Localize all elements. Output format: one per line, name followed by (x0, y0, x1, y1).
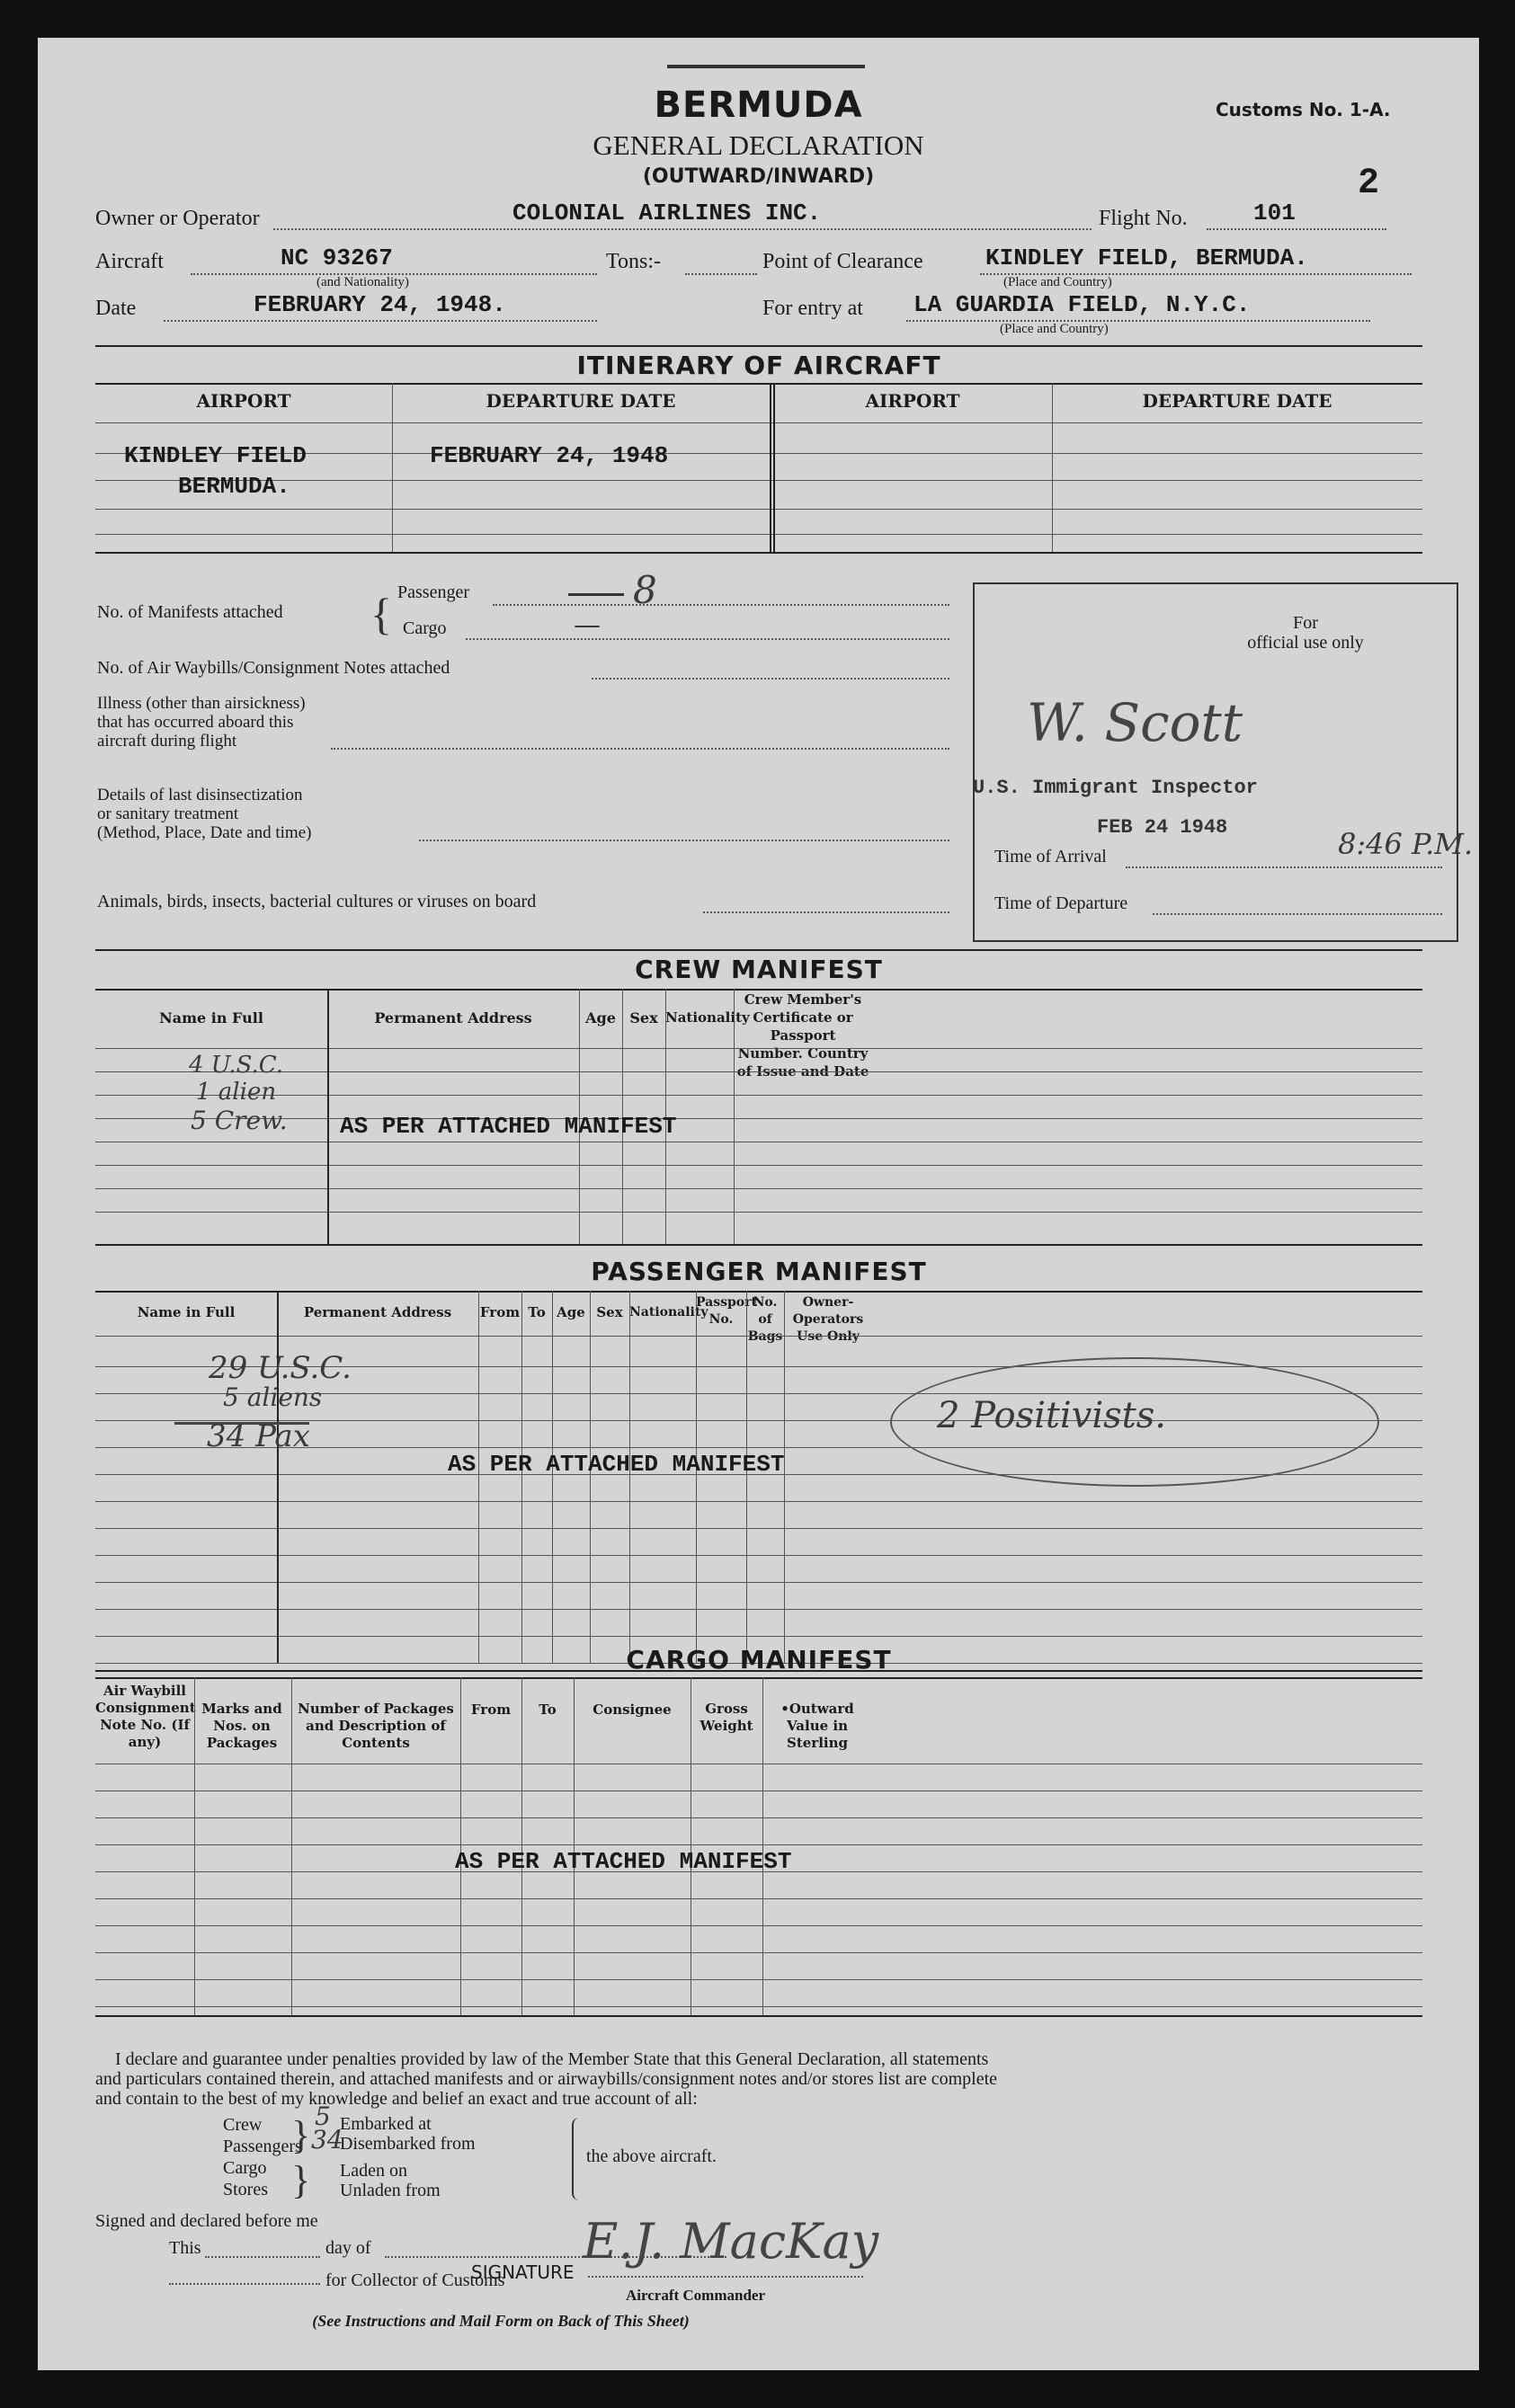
crew-rule (95, 1212, 1422, 1213)
page-mark: 2 (1358, 164, 1380, 204)
crew-title: CREW MANIFEST (635, 955, 883, 984)
commander-label: Aircraft Commander (626, 2287, 766, 2304)
itin-airport-1-header: AIRPORT (196, 390, 291, 412)
illness-label-line: aircraft during flight (97, 732, 237, 751)
flight-value: 101 (1253, 200, 1296, 227)
crew-rule (95, 1118, 1422, 1119)
crew-name-header: Name in Full (159, 1009, 263, 1026)
crew-bottom-rule (95, 1244, 1422, 1246)
entry-dotline (906, 320, 1370, 322)
entry-value: LA GUARDIA FIELD, N.Y.C. (913, 291, 1251, 318)
cargo-col-divider (574, 1677, 575, 2015)
crew-rule (95, 1071, 1422, 1072)
owner-label: Owner or Operator (95, 207, 260, 230)
disinsect-label-line: Details of last disinsectization (97, 786, 303, 804)
footer-note: (See Instructions and Mail Form on Back of This Sheet) (312, 2312, 690, 2330)
cargo-contents-header: Number of Packages and Description of Contents (298, 1701, 454, 1751)
illness-label-line: that has occurred aboard this (97, 713, 294, 732)
clearance-note: (Place and Country) (1003, 275, 1112, 289)
passenger-manifest-value: 8 (633, 568, 657, 612)
signature-dotline (588, 2276, 863, 2278)
clearance-value: KINDLEY FIELD, BERMUDA. (985, 244, 1308, 271)
pax-col-divider (277, 1291, 279, 1663)
itin-col-divider (392, 383, 393, 552)
signed-before-label: Signed and declared before me (95, 2211, 318, 2231)
cargo-rule (95, 1817, 1422, 1818)
category-stores: Stores (223, 2180, 268, 2199)
arrival-label: Time of Arrival (994, 847, 1107, 866)
cargo-col-divider (521, 1677, 522, 2015)
illness-label-line: Illness (other than airsickness) (97, 694, 306, 713)
arrival-stamp-date: FEB 24 1948 (1097, 816, 1228, 839)
declaration-line: and particulars contained therein, and attached manifests and or airwaybills/consignment notes and/or stores list are complete (95, 2069, 998, 2089)
declaration-line: I declare and guarantee under penalties provided by law of the Member State that this General Declaration, all statements (115, 2049, 989, 2069)
crew-nationality-header: Nationality (665, 1009, 750, 1026)
cargo-rule (95, 1898, 1422, 1899)
cargo-rule (95, 1925, 1422, 1926)
cargo-title: CARGO MANIFEST (626, 1645, 892, 1675)
pax-rule (95, 1555, 1422, 1556)
official-title-line: official use only (1247, 633, 1364, 653)
crew-hand-1: 4 U.S.C. (189, 1052, 283, 1079)
day-dotline (205, 2256, 320, 2258)
crew-rule (95, 1188, 1422, 1189)
itinerary-top-rule (95, 345, 1422, 347)
embark-options (340, 2114, 476, 2154)
aircraft-value: NC 93267 (281, 244, 393, 271)
category-cargo: Cargo (223, 2158, 267, 2178)
pax-passport-header: Passport No. (696, 1295, 757, 1327)
date-dotline (164, 320, 597, 322)
aircraft-brace (572, 2118, 581, 2200)
pax-name-header: Name in Full (137, 1304, 236, 1320)
cargo-head-rule (95, 1677, 1422, 1679)
itin-rule (95, 422, 1422, 423)
itin-col-divider (770, 383, 771, 552)
arrival-dotline (1126, 866, 1442, 868)
category-crew: Crew (223, 2115, 263, 2135)
date-label: Date (95, 297, 137, 320)
inspector-title: U.S. Immigrant Inspector (973, 777, 1258, 799)
pax-hand-3: 34 Pax (207, 1418, 310, 1454)
cargo-bottom-rule (95, 2015, 1422, 2017)
crew-sex-header: Sex (629, 1009, 658, 1026)
cargo-weight-header: Gross Weight (700, 1701, 753, 1734)
pax-positives-note: 2 Positivists. (937, 1395, 1166, 1436)
cargo-waybill-header: Air Waybill Consignment Note No. (If any) (95, 1683, 196, 1750)
itin-airport-2-header: AIRPORT (865, 390, 960, 412)
itin-airport-line1: KINDLEY FIELD (124, 442, 307, 469)
cargo-manifest-value: — (574, 609, 601, 641)
form-title: BERMUDA (654, 84, 863, 126)
above-aircraft-label: the above aircraft. (586, 2146, 717, 2166)
disinsect-dotline (419, 840, 949, 841)
manifests-label: No. of Manifests attached (97, 602, 283, 622)
collector-label: for Collector of Customs (325, 2270, 505, 2290)
form-subtitle: GENERAL DECLARATION (593, 129, 924, 161)
declaration-brace-1: } (291, 2113, 311, 2157)
flight-dotline (1207, 228, 1386, 230)
cargo-to-header: To (539, 1702, 557, 1718)
itin-departure-2-header: DEPARTURE DATE (1142, 390, 1332, 412)
pax-bags-header: No. of Bags (747, 1295, 783, 1344)
disinsect-label-line: or sanitary treatment (97, 804, 239, 823)
aircraft-note: (and Nationality) (316, 275, 409, 289)
owner-dotline (273, 228, 1092, 230)
crew-passport-header: Crew Member's Certificate or Passport Number. Country of Issue and Date (736, 991, 869, 1080)
disinsect-label-line: (Method, Place, Date and time) (97, 823, 312, 842)
declaration-categories (223, 2114, 302, 2200)
inspector-signature: W. Scott (1027, 692, 1243, 753)
tons-label: Tons:- (606, 250, 661, 273)
tons-dotline (685, 273, 757, 275)
pax-sex-header: Sex (596, 1304, 623, 1320)
crew-col-divider (327, 989, 329, 1244)
pax-nationality-header: Nationality (629, 1305, 708, 1320)
pax-typed-note: AS PER ATTACHED MANIFEST (448, 1451, 785, 1478)
passenger-manifest-dotline (493, 604, 949, 606)
cargo-rule (95, 1952, 1422, 1953)
cargo-col-divider (291, 1677, 292, 2015)
departure-time-dotline (1153, 913, 1442, 915)
commander-signature: E.J. MacKay (583, 2213, 879, 2270)
cargo-col-divider (194, 1677, 195, 2015)
illness-label (97, 694, 306, 751)
crew-rule (95, 1048, 1422, 1049)
crew-age-header: Age (585, 1009, 616, 1026)
entry-label: For entry at (762, 297, 863, 320)
pax-rule (95, 1636, 1422, 1637)
itin-rule (95, 480, 1422, 481)
pax-rule (95, 1501, 1422, 1502)
pax-from-header: From (479, 1304, 521, 1320)
itin-col-divider (773, 383, 775, 552)
illness-dotline (331, 748, 949, 750)
pax-hand-2: 5 aliens (223, 1382, 323, 1412)
declaration-form (38, 38, 1479, 2370)
itinerary-bottom-rule (95, 552, 1422, 554)
pax-rule (95, 1336, 1422, 1337)
waybills-dotline (592, 678, 949, 680)
itin-departure-value: FEBRUARY 24, 1948 (430, 442, 669, 469)
itin-airport-line2: BERMUDA. (178, 473, 290, 500)
declaration-brace-2: } (291, 2158, 311, 2202)
itin-rule (95, 534, 1422, 535)
itinerary-title: ITINERARY OF AIRCRAFT (576, 351, 941, 380)
cargo-marks-header: Marks and Nos. on Packages (201, 1701, 282, 1751)
animals-label: Animals, birds, insects, bacterial cultures or viruses on board (97, 892, 537, 911)
crew-address-header: Permanent Address (374, 1009, 532, 1026)
pax-hand-1: 29 U.S.C. (209, 1350, 352, 1386)
cargo-typed-note: AS PER ATTACHED MANIFEST (455, 1848, 792, 1875)
signature-label: SIGNATURE (471, 2261, 575, 2283)
itinerary-head-rule (95, 383, 1422, 385)
crew-hand-2: 1 alien (196, 1079, 277, 1106)
crew-col-divider (734, 989, 735, 1244)
pax-rule (95, 1528, 1422, 1529)
laden-options (340, 2161, 441, 2200)
date-value: FEBRUARY 24, 1948. (254, 291, 506, 318)
passenger-title: PASSENGER MANIFEST (591, 1257, 927, 1286)
option-embarked: Embarked at (340, 2114, 432, 2134)
crew-rule (95, 1095, 1422, 1096)
disinsect-label (97, 786, 311, 842)
itin-rule (95, 509, 1422, 510)
flight-label: Flight No. (1099, 207, 1188, 230)
form-direction: (OUTWARD/INWARD) (642, 165, 875, 188)
cargo-consignee-header: Consignee (593, 1702, 672, 1718)
collector-dotline (169, 2283, 320, 2285)
crew-hand-3: 5 Crew. (191, 1106, 288, 1135)
entry-note: (Place and Country) (1000, 322, 1109, 336)
pax-rule (95, 1582, 1422, 1583)
itin-departure-1-header: DEPARTURE DATE (486, 390, 676, 412)
official-use-title (1207, 613, 1404, 653)
category-passengers: Passengers (223, 2137, 302, 2156)
cargo-rule (95, 1790, 1422, 1791)
struck-value-mark (568, 593, 624, 596)
option-laden: Laden on (340, 2161, 407, 2181)
this-label: This (169, 2238, 201, 2258)
waybills-label: No. of Air Waybills/Consignment Notes attached (97, 658, 450, 678)
aircraft-label: Aircraft (95, 250, 164, 273)
cargo-from-header: From (470, 1702, 512, 1718)
clearance-label: Point of Clearance (762, 250, 923, 273)
cargo-manifest-dotline (466, 638, 949, 640)
official-title-line: For (1293, 613, 1318, 633)
day-of-label: day of (325, 2238, 371, 2258)
passenger-head-rule (95, 1291, 1422, 1293)
declared-crew-count: 5 (315, 2101, 331, 2131)
declaration-text (95, 2049, 1422, 2109)
cargo-col-divider (762, 1677, 763, 2015)
cargo-manifest-label: Cargo (403, 618, 447, 638)
form-number: Customs No. 1-A. (1216, 99, 1391, 120)
pax-owner-header: Owner-Operators Use Only (792, 1295, 864, 1344)
pax-address-header: Permanent Address (303, 1304, 452, 1320)
passenger-manifest-label: Passenger (397, 582, 469, 602)
cargo-rule (95, 2006, 1422, 2007)
declaration-line: and contain to the best of my knowledge and belief an exact and true account of all: (95, 2089, 698, 2109)
cargo-value-header: •Outward Value in Sterling (780, 1701, 854, 1751)
departure-time-label: Time of Departure (994, 893, 1128, 913)
cargo-rule (95, 1844, 1422, 1845)
animals-dotline (703, 911, 949, 913)
cargo-rule (95, 1979, 1422, 1980)
title-strike-mark (667, 65, 865, 68)
manifests-brace: { (370, 589, 392, 639)
crew-rule (95, 1165, 1422, 1166)
owner-value: COLONIAL AIRLINES INC. (512, 200, 822, 227)
crew-top-rule (95, 949, 1422, 951)
cargo-col-divider (460, 1677, 461, 2015)
option-disembarked: Disembarked from (340, 2134, 476, 2154)
crew-typed-note: AS PER ATTACHED MANIFEST (340, 1113, 677, 1140)
declared-pax-count: 34 (311, 2125, 343, 2155)
option-unladen: Unladen from (340, 2181, 441, 2200)
pax-to-header: To (528, 1304, 546, 1320)
pax-rule (95, 1609, 1422, 1610)
arrival-time: 8:46 P.M. (1338, 827, 1474, 861)
pax-age-header: Age (557, 1304, 585, 1320)
itin-col-divider (1052, 383, 1053, 552)
